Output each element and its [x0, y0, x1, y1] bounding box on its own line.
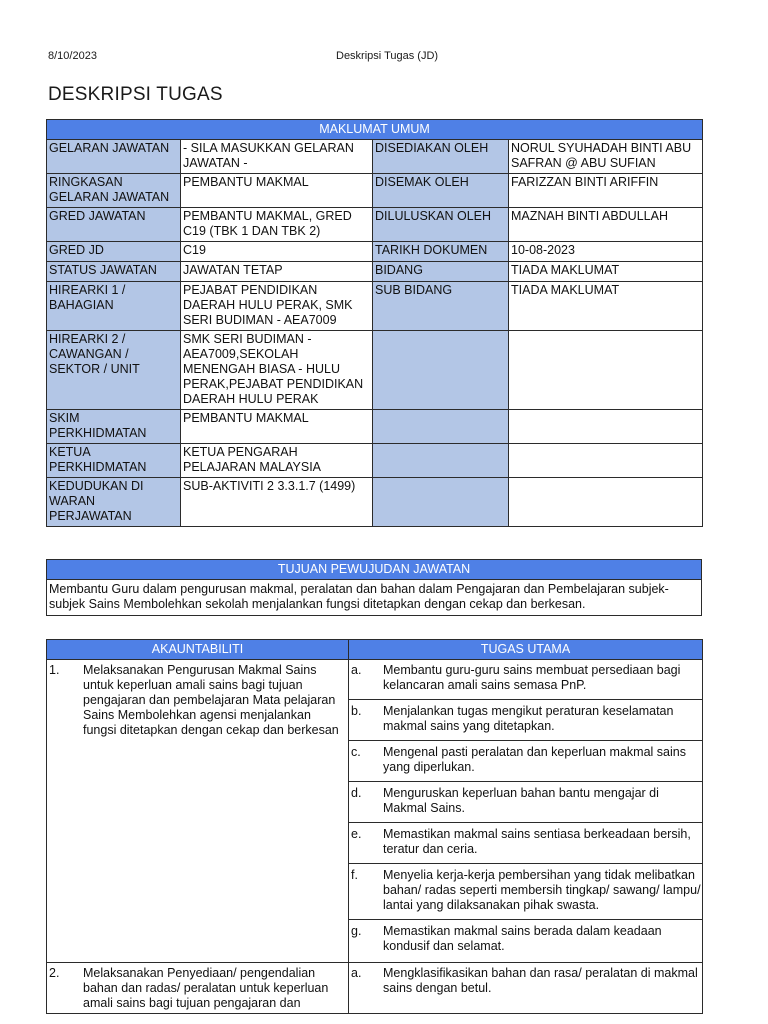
field-label: BIDANG	[373, 262, 509, 282]
maklumat-row	[47, 174, 703, 208]
maklumat-row	[47, 331, 703, 410]
duty-letter: c.	[351, 745, 361, 759]
akauntabiliti-cell	[47, 963, 349, 1014]
field-label	[373, 331, 509, 410]
duty-letter: d.	[351, 786, 362, 800]
duty-text: Membantu guru-guru sains membuat persediaan bagi kelancaran amali sains semasa PnP.	[383, 663, 681, 692]
field-value: MAZNAH BINTI ABDULLAH	[509, 208, 703, 242]
akauntabiliti-text: Melaksanakan Penyediaan/ pengendalian bahan dan radas/ peralatan untuk keperluan amali sains bagi tujuan pengajaran dan	[83, 966, 329, 1010]
field-label	[373, 444, 509, 478]
document-title: DESKRIPSI TUGAS	[48, 84, 223, 105]
field-value: - SILA MASUKKAN GELARAN JAWATAN -	[181, 140, 373, 174]
maklumat-row	[47, 208, 703, 242]
field-value: PEMBANTU MAKMAL, GRED C19 (TBK 1 DAN TBK 2)	[181, 208, 373, 242]
field-value: KETUA PENGARAH PELAJARAN MALAYSIA	[181, 444, 373, 478]
field-label: HIREARKI 2 / CAWANGAN / SEKTOR / UNIT	[47, 331, 181, 410]
field-label: DISEDIAKAN OLEH	[373, 140, 509, 174]
field-label: TARIKH DOKUMEN	[373, 242, 509, 262]
duty-text: Mengenal pasti peralatan dan keperluan makmal sains yang diperlukan.	[383, 745, 686, 774]
field-label: KETUA PERKHIDMATAN	[47, 444, 181, 478]
duty-text: Memastikan makmal sains berada dalam keadaan kondusif dan selamat.	[383, 924, 662, 953]
field-value: JAWATAN TETAP	[181, 262, 373, 282]
tujuan-heading: TUJUAN PEWUJUDAN JAWATAN	[47, 560, 702, 580]
akauntabiliti-number: 2.	[49, 966, 60, 980]
maklumat-row	[47, 444, 703, 478]
akauntabiliti-row	[47, 963, 703, 1014]
duty-text: Menyelia kerja-kerja pembersihan yang tidak melibatkan bahan/ radas seperti membersih tingkap/ sawang/ lampu/ lantai yang dilaksanakan pihak swasta.	[383, 868, 701, 912]
duty-letter: f.	[351, 868, 358, 882]
field-label: HIREARKI 1 / BAHAGIAN	[47, 282, 181, 331]
tujuan-table	[46, 559, 702, 616]
duty-item	[349, 781, 702, 816]
duty-item	[349, 919, 702, 954]
duty-item	[349, 822, 702, 857]
field-label	[373, 410, 509, 444]
duty-item	[349, 740, 702, 775]
maklumat-row	[47, 478, 703, 527]
field-label: SKIM PERKHIDMATAN	[47, 410, 181, 444]
field-value: NORUL SYUHADAH BINTI ABU SAFRAN @ ABU SUFIAN	[509, 140, 703, 174]
duty-item	[349, 699, 702, 734]
tugas-utama-heading: TUGAS UTAMA	[349, 640, 703, 660]
field-label: KEDUDUKAN DI WARAN PERJAWATAN	[47, 478, 181, 527]
field-label: DILULUSKAN OLEH	[373, 208, 509, 242]
field-value	[509, 444, 703, 478]
duty-letter: a.	[351, 966, 362, 980]
maklumat-row	[47, 262, 703, 282]
field-value: 10-08-2023	[509, 242, 703, 262]
field-value: PEMBANTU MAKMAL	[181, 410, 373, 444]
field-value: SMK SERI BUDIMAN - AEA7009,SEKOLAH MENENGAH BIASA - HULU PERAK,PEJABAT PENDIDIKAN DAERAH HULU PERAK	[181, 331, 373, 410]
akauntabiliti-heading: AKAUNTABILITI	[47, 640, 349, 660]
duty-letter: e.	[351, 827, 362, 841]
duty-text: Menguruskan keperluan bahan bantu mengajar di Makmal Sains.	[383, 786, 659, 815]
duty-text: Menjalankan tugas mengikut peraturan keselamatan makmal sains yang ditetapkan.	[383, 704, 674, 733]
maklumat-row	[47, 282, 703, 331]
field-label: GRED JD	[47, 242, 181, 262]
maklumat-row	[47, 140, 703, 174]
maklumat-row	[47, 242, 703, 262]
field-label: GRED JAWATAN	[47, 208, 181, 242]
akauntabiliti-table	[46, 639, 703, 1014]
tugas-utama-cell	[349, 660, 703, 963]
maklumat-umum-heading: MAKLUMAT UMUM	[47, 120, 703, 140]
field-value: FARIZZAN BINTI ARIFFIN	[509, 174, 703, 208]
tugas-utama-cell	[349, 963, 703, 1014]
field-value	[509, 410, 703, 444]
duty-letter: g.	[351, 924, 362, 938]
field-value: PEJABAT PENDIDIKAN DAERAH HULU PERAK, SMK SERI BUDIMAN - AEA7009	[181, 282, 373, 331]
maklumat-row	[47, 410, 703, 444]
field-label: STATUS JAWATAN	[47, 262, 181, 282]
field-value: SUB-AKTIVITI 2 3.3.1.7 (1499)	[181, 478, 373, 527]
tujuan-text: Membantu Guru dalam pengurusan makmal, peralatan dan bahan dalam Pengajaran dan Pembelajaran subjek-subjek Sains Membolehkan sekolah menjalankan fungsi ditetapkan dengan cekap dan berkesan.	[47, 580, 702, 616]
duty-item	[351, 663, 700, 693]
field-value: TIADA MAKLUMAT	[509, 262, 703, 282]
field-label: SUB BIDANG	[373, 282, 509, 331]
field-value	[509, 331, 703, 410]
field-label	[373, 478, 509, 527]
field-value: TIADA MAKLUMAT	[509, 282, 703, 331]
duty-text: Memastikan makmal sains sentiasa berkeadaan bersih, teratur dan ceria.	[383, 827, 691, 856]
field-value	[509, 478, 703, 527]
page-header-date: 8/10/2023	[48, 50, 97, 62]
akauntabiliti-cell	[47, 660, 349, 963]
duty-item	[351, 966, 700, 996]
duty-item	[349, 863, 702, 913]
field-value: PEMBANTU MAKMAL	[181, 174, 373, 208]
field-label: DISEMAK OLEH	[373, 174, 509, 208]
maklumat-umum-table	[46, 119, 703, 527]
akauntabiliti-number: 1.	[49, 663, 60, 677]
field-label: GELARAN JAWATAN	[47, 140, 181, 174]
field-label: RINGKASAN GELARAN JAWATAN	[47, 174, 181, 208]
akauntabiliti-row	[47, 660, 703, 963]
duty-text: Mengklasifikasikan bahan dan rasa/ peralatan di makmal sains dengan betul.	[383, 966, 698, 995]
page-header-title: Deskripsi Tugas (JD)	[336, 50, 439, 62]
field-value: C19	[181, 242, 373, 262]
akauntabiliti-text: Melaksanakan Pengurusan Makmal Sains untuk keperluan amali sains bagi tujuan pengajaran dan pembelajaran Mata pelajaran Sains Membolehkan agensi menjalankan fungsi ditetapkan dengan cekap dan berkesan	[83, 663, 339, 737]
duty-letter: a.	[351, 663, 362, 677]
duty-letter: b.	[351, 704, 362, 718]
